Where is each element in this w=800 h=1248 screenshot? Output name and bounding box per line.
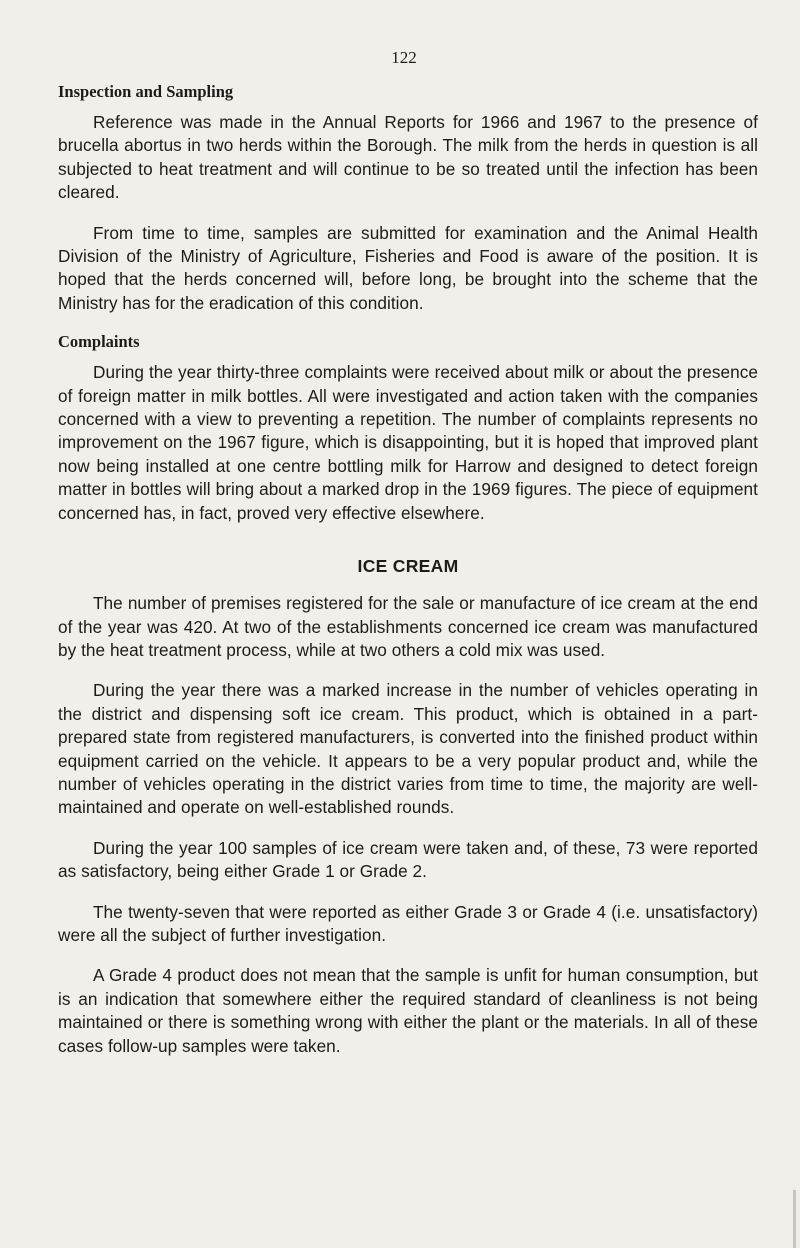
- page-number: 122: [391, 48, 417, 67]
- paragraph: During the year thirty-three complaints were received about milk or about the presence of foreign matter in milk bottles. All were investigated and action taken with the companies concerned with a view to preventing a repetition. The number of complaints represents no improvement on the 1967 figure, which is disappointing, but it is hoped that improved plant now being installed at one centre bottling milk for Harrow and designed to detect foreign matter in bottles will bring about a marked drop in the 1969 figures. The piece of equipment concerned has, in fact, proved very effective elsewhere.: [58, 362, 758, 523]
- page-edge-shadow: [793, 1190, 796, 1248]
- paragraph: A Grade 4 product does not mean that the sample is unfit for human consumption, but is an indication that somewhere either the required standard of cleanliness is not being maintained or there is something wrong with either the plant or the materials. In all of these cases follow-up samples were taken.: [58, 965, 758, 1056]
- paragraph: The number of premises registered for the sale or manufacture of ice cream at the end of the year was 420. At two of the establishments concerned ice cream was manufactured by the heat treatment process, while at two others a cold mix was used.: [58, 593, 758, 660]
- section-heading: Inspection and Sampling: [58, 82, 234, 101]
- paragraph: During the year there was a marked increase in the number of vehicles operating in the district and dispensing soft ice cream. This product, which is obtained in a part-prepared state from registered manufacturers, is converted into the finished product within equipment carried on the vehicle. It appears to be a very popular product and, while the number of vehicles operating in the district varies from time to time, the majority are well-maintained and operate on well-established rounds.: [58, 680, 758, 818]
- paragraph: Reference was made in the Annual Reports for 1966 and 1967 to the presence of brucella abortus in two herds within the Borough. The milk from the herds in question is all subjected to heat treatment and will continue to be so treated until the infection has been cleared.: [58, 112, 758, 203]
- section-inspection-and-sampling: [58, 82, 758, 315]
- ice-cream-heading: ICE CREAM: [357, 556, 459, 577]
- section-heading: Complaints: [58, 332, 140, 352]
- paragraph: The twenty-seven that were reported as either Grade 3 or Grade 4 (i.e. unsatisfactory) were all the subject of further investigation.: [58, 901, 758, 945]
- paragraph: During the year 100 samples of ice cream were taken and, of these, 73 were reported as satisfactory, being either Grade 1 or Grade 2.: [58, 837, 758, 882]
- section-ice-cream: [58, 556, 758, 1058]
- paragraph: From time to time, samples are submitted for examination and the Animal Health Division of the Ministry of Agriculture, Fisheries and Food is aware of the position. It is hoped that the herds concerned will, before long, be brought into the scheme that the Ministry has for the eradication of this condition.: [58, 222, 758, 313]
- section-complaints: [58, 332, 758, 525]
- page-content: [58, 82, 758, 1075]
